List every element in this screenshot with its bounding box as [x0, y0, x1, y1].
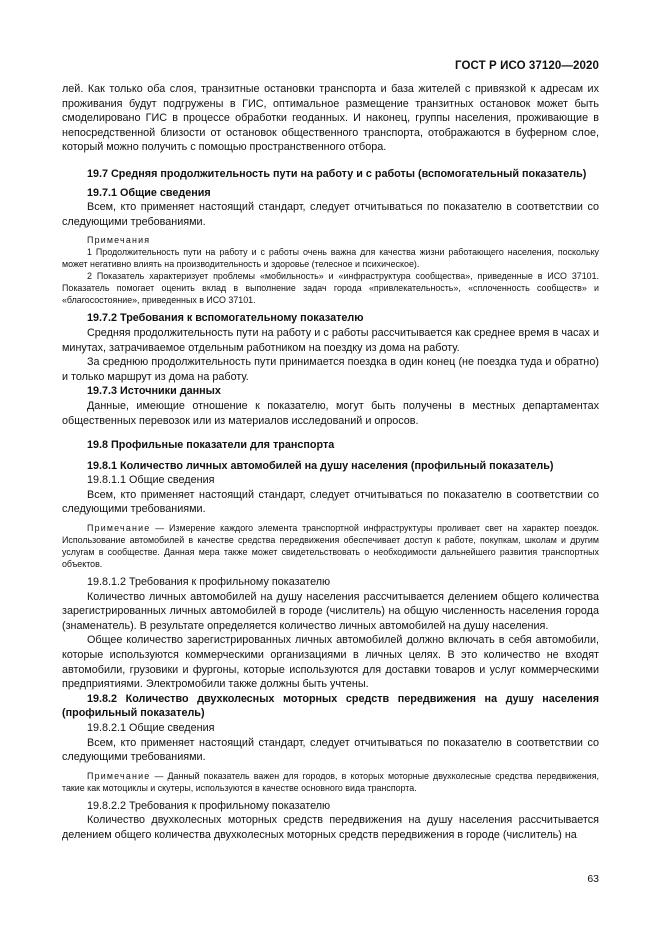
subsection-heading-19-7-3: 19.7.3 Источники данных — [87, 385, 221, 398]
paragraph-19-8-1-2a: Количество личных автомобилей на душу населения рассчитывается делением общего количества зарегистрированных личных автомобилей в городе (числитель) на общую численность населения города (знаменатель). В результате определяется количество личных автомобилей на душу населения. — [62, 590, 599, 632]
note-label: Примечание — [87, 770, 151, 781]
note-19-8-1-1 — [62, 522, 599, 570]
note-label: Примечание — [87, 523, 151, 534]
subsubsection-heading-19-8-1-2: 19.8.1.2 Требования к профильному показателю — [87, 576, 331, 589]
paragraph-19-7-3: Данные, имеющие отношение к показателю, могут быть получены в местных департаментах общественных перевозок или из материалов исследований и опросов. — [62, 399, 599, 427]
note-text: — Данный показатель важен для городов, в которых моторные двухколесные средства передвижения, такие как мотоциклы и скутеры, используются в качестве основного вида транспорта. — [62, 770, 599, 793]
notes-block-19-7-1 — [62, 234, 599, 306]
paragraph-19-8-2-1: Всем, кто применяет настоящий стандарт, следует отчитываться по показателю в соответствии со следующими требованиями. — [62, 736, 599, 764]
note-19-8-2-1 — [62, 770, 599, 794]
paragraph-19-7-1: Всем, кто применяет настоящий стандарт, следует отчитываться по показателю в соответствии со следующими требованиями. — [62, 201, 599, 228]
paragraph-19-7-2a: Средняя продолжительность пути на работу и с работы рассчитывается как среднее время в часах и минутах, затрачиваемое отдельным работником на поездку из дома на работу. — [62, 326, 599, 354]
subsection-heading-19-8-2: 19.8.2 Количество двухколесных моторных средств передвижения на душу населения (профильный показатель) — [62, 692, 599, 720]
note-block-19-8-2-1 — [62, 770, 599, 794]
subsection-heading-19-8-1: 19.8.1 Количество личных автомобилей на душу населения (профильный показатель) — [87, 459, 554, 472]
subsection-heading-19-7-1: 19.7.1 Общие сведения — [87, 186, 211, 199]
section-heading-19-8: 19.8 Профильные показатели для транспорта — [87, 439, 335, 452]
note-block-19-8-1-1 — [62, 522, 599, 570]
subsubsection-heading-19-8-2-1: 19.8.2.1 Общие сведения — [87, 722, 215, 734]
subsubsection-heading-19-8-2-2: 19.8.2.2 Требования к профильному показателю — [87, 799, 331, 812]
subsubsection-heading-19-8-1-1: 19.8.1.1 Общие сведения — [87, 474, 215, 487]
paragraph-19-8-1-1: Всем, кто применяет настоящий стандарт, следует отчитываться по показателю в соответствии со следующими требованиями. — [62, 488, 599, 516]
paragraph-continuation: лей. Как только оба слоя, транзитные остановки транспорта и база жителей с привязкой к адресам их проживания будут подгружены в ГИС, оптимальное размещение транзитных остановок может быть смоделировано ГИС в процессе обработки геоданных. И наконец, группы населения, проживающие в непосредственной близости от остановок общественного транспорта, отображаются в буферном слое, который можно получить с помощью пространственного отбора. — [62, 83, 599, 154]
subsection-heading-19-7-2: 19.7.2 Требования к вспомогательному показателю — [87, 312, 364, 325]
note-item-2: 2 Показатель характеризует проблемы «мобильность» и «инфраструктура сообщества», приведенные в ИСО 37101. Показатель помогает оценить вклад в выполнение задач города «привлекательность», «сплоченность сообществ» и «благосостояние», приведенных в ИСО 37101. — [62, 271, 599, 306]
page-number: 63 — [587, 873, 599, 885]
page-body — [62, 82, 599, 843]
note-text: — Измерение каждого элемента транспортной инфраструктуры проливает свет на характер поездок. Использование автомобилей в качестве средства передвижения обеспечивает доступ к работе, покупкам, школам и другим услугам в сообществе. Данная мера также может свидетельствовать о необходимости дальнейшего развития транспортных объектов. — [62, 523, 599, 570]
section-heading-19-7: 19.7 Средняя продолжительность пути на работу и с работы (вспомогательный показатель) — [87, 167, 587, 180]
note-item-1: 1 Продолжительность пути на работу и с работы очень важна для качества жизни работающего населения, поскольку может негативно влиять на производительность и здоровье (телесное и психическое). — [62, 247, 599, 270]
paragraph-19-8-2-2: Количество двухколесных моторных средств передвижения на душу населения рассчитывается делением общего количества двухколесных моторных средств передвижения в городе (числитель) на — [62, 814, 599, 841]
paragraph-19-8-1-2b: Общее количество зарегистрированных личных автомобилей должно включать в себя автомобили, которые используются коммерческими организациями в личных целях. В это количество не входят автомобили, грузовики и фургоны, которые используются для доставки товаров и услуг коммерческими предприятиями. Электромобили также должны быть учтены. — [62, 634, 599, 691]
paragraph-19-7-2b: За среднюю продолжительность пути принимается поездка в один конец (не поездка туда и обратно) и только маршрут из дома на работу. — [62, 356, 599, 383]
document-code-header: ГОСТ Р ИСО 37120—2020 — [454, 60, 599, 72]
notes-title: Примечания — [87, 235, 151, 246]
